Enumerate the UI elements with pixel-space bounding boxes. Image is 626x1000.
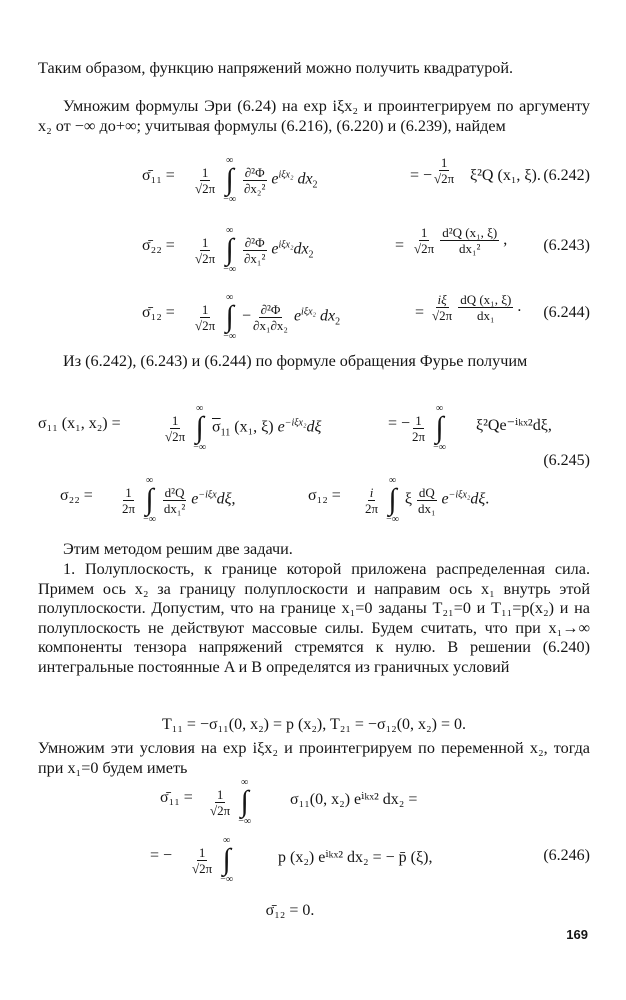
eq242-coef: $\frac{1}{√2\pi}$ (195, 164, 216, 196)
eq246b-tail: p (x₂) eⁱᵏˣ² dx₂ = − p̄ (ξ), (278, 849, 433, 866)
eq245a-tail: ξ²Qe⁻ⁱᵏˣ²dξ, (476, 417, 552, 434)
eq244-tag: (6.244) (543, 304, 590, 321)
equation-6-245b: σ₂₂ = $\frac{1}{2\pi}$ ∞ ∫ −∞ $\frac{\text{d²Q}}{\text{dx₁²}}$ $e^{-i\xi x}d\xi$, σ₁₂ = $\frac{i}{2\pi}$ ∞ ∫ −∞ ξ $\frac{dQ}{\text{dx₁}}$ $e^{-i\xi x_2}d\xi$. (60, 475, 490, 525)
eq243-coef: $\frac{1}{√2\pi}$ (195, 234, 216, 266)
eq243-mid: = (395, 237, 405, 254)
eq246-tag: (6.246) (543, 847, 590, 864)
eq242-deriv: $\frac{\text{∂²Φ}}{\text{∂x₂²}}$ (243, 164, 266, 196)
eq246a-lhs: σ̄₁₁ = (160, 789, 193, 806)
paragraph-1: Таким образом, функцию напряжений можно получить квадратурой. (38, 59, 514, 77)
paragraph-6: Умножим эти условия на exp iξx₂ и проинтегрируем по переменной x₂, тогда при x₁=0 будем иметь (38, 739, 590, 777)
eq244-integral: ∞ ∫ −∞ (223, 292, 236, 342)
eq243-lhs: σ̄₂₂ = (142, 237, 175, 254)
paragraph-5: 1. Полуплоскость, к границе которой приложена распределенная сила. Примем ось x₂ за границу полуплоскости и направим ось x₁ внутрь этой полуплоскости. Допустим, что на границе x₁=0 заданы T₂₁=0 и T₁₁=p(x₂) и на полуплоскость не действуют массовые силы. Будем считать, что при x₁→∞ компоненты тензора напряжений стремятся к нулю. В решении (6.240) интегральные постоянные A и B определятся из граничных условий (38, 560, 590, 676)
eq246a-tail: σ₁₁(0, x₂) eⁱᵏˣ² dx₂ = (290, 791, 418, 808)
equation-6-245a: σ₁₁ (x₁, x₂) = $\frac{1}{√2\pi}$ ∞ ∫ −∞ $\overline{\sigma}_{11}$ (x₁, ξ) $e^{-i\xi x_2}d\xi$ = − $\frac{1}{2\pi}$ ∞ ∫ −∞ ξ²Qe⁻ⁱᵏˣ²dξ, (38, 403, 552, 453)
paragraph-4: Этим методом решим две задачи. (63, 540, 293, 558)
eq244-lhs: σ̄₁₂ = (142, 304, 175, 321)
eq245b-lhs: σ₂₂ = (60, 487, 93, 504)
boundary-conditions: T₁₁ = −σ₁₁(0, x₂) = p (x₂), T₂₁ = −σ₁₂(0, x₂) = 0. (162, 716, 466, 733)
equation-6-246a: σ̄₁₁ = $\frac{1}{√2\pi}$ ∞ ∫ −∞ σ₁₁(0, x₂) eⁱᵏˣ² dx₂ = (160, 777, 418, 827)
equation-6-246c: σ̄₁₂ = 0. (265, 902, 315, 919)
eq243-integral: ∞ ∫ −∞ (223, 225, 236, 275)
equation-6-243: σ̄₂₂ = $\frac{1}{√2\pi}$ ∞ ∫ −∞ $\frac{\text{∂²Φ}}{\text{∂x₁²}}$ $e^{i\xi x_2}dx_2$ = $\frac{1}{√2\pi}$ $\frac{\text{d²Q (x₁, ξ)}}{\text{dx₁²}}$ , (6.243) (142, 225, 590, 275)
eq246b-lhs: = − (150, 847, 173, 864)
equation-6-244: σ̄₁₂ = $\frac{1}{√2\pi}$ ∞ ∫ −∞ − $\frac{\text{∂²Φ}}{\text{∂x₁∂x₂}}$ $e^{i\xi x_2}$ $dx_2$ = $\frac{i\xi}{√2\pi}$ $\frac{\text{dQ (x₁, ξ)}}{\text{dx₁}}$ . (6.244) (142, 292, 590, 342)
eq243-Q: $\frac{\text{d²Q (x₁, ξ)}}{\text{dx₁²}}$ (442, 225, 498, 256)
paragraph-3: Из (6.242), (6.243) и (6.244) по формуле обращения Фурье получим (63, 352, 528, 370)
page-number: 169 (566, 927, 588, 942)
eq244-mid: = (415, 304, 425, 321)
eq245-tag: (6.245) (543, 452, 590, 469)
equation-6-246b: = − $\frac{1}{√2\pi}$ ∞ ∫ −∞ p (x₂) eⁱᵏˣ² dx₂ = − p̄ (ξ), (6.246) (150, 835, 590, 885)
eq242-integral: ∞ ∫ −∞ (223, 155, 236, 205)
eq242-mid: = − (410, 167, 433, 184)
paragraph-2: Умножим формулы Эри (6.24) на exp iξx₂ и проинтегрируем по аргументу x₂ от −∞ до+∞; учитывая формулы (6.216), (6.220) и (6.239), найдем (38, 97, 590, 135)
eq242-coef2: $\frac{1}{√2\pi}$ (434, 155, 455, 186)
eq245a-lhs: σ₁₁ (x₁, x₂) = (38, 415, 121, 432)
eq242-tail: ξ²Q (x₁, ξ). (470, 167, 541, 184)
eq242-tag: (6.242) (543, 167, 590, 184)
equation-6-242: σ̄₁₁ = $\frac{1}{√2\pi}$ ∞ ∫ −∞ $\frac{\text{∂²Φ}}{\text{∂x₂²}}$ $e^{i\xi x_2}$ $dx_2$ = − $\frac{1}{√2\pi}$ ξ²Q (x₁, ξ). (6.242) (142, 155, 590, 205)
eq245b-lhs2: σ₁₂ = (308, 487, 341, 504)
eq243-tag: (6.243) (543, 237, 590, 254)
eq245a-mid: = − (388, 415, 411, 432)
eq242-lhs: σ̄₁₁ = (142, 167, 175, 184)
